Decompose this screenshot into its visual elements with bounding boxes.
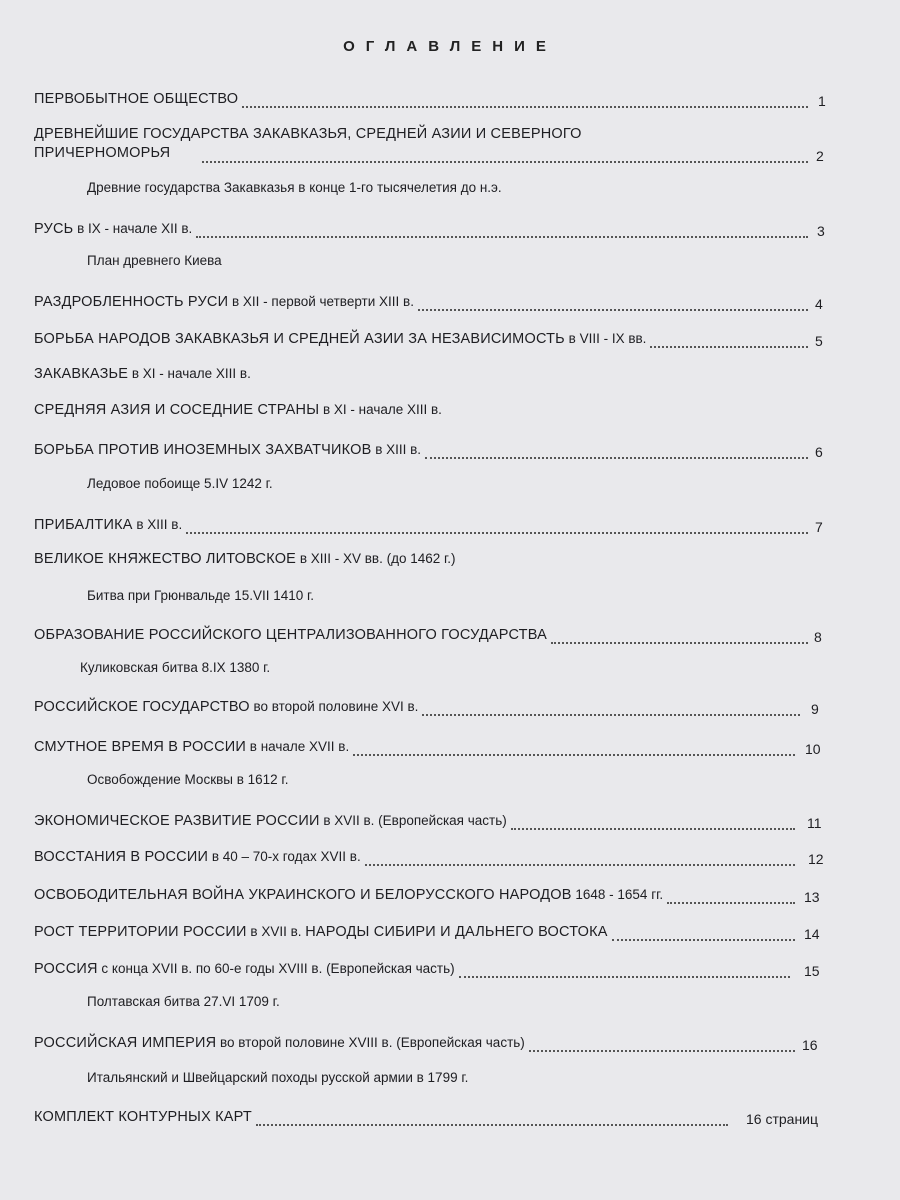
- leader-dots: [365, 862, 795, 866]
- toc-entry-title: [34, 738, 349, 755]
- leader-dots: [353, 752, 795, 756]
- page-number: 16: [802, 1037, 818, 1053]
- toc-subentry: План древнего Киева: [87, 253, 222, 268]
- toc-entry-heading: РОССИЯ: [34, 961, 98, 977]
- toc-entry-period: 1648 - 1654 гг.: [571, 887, 664, 902]
- toc-subentry: Освобождение Москвы в 1612 г.: [87, 772, 289, 787]
- toc-entry-title: [34, 1034, 525, 1051]
- toc-entry-title: [34, 848, 361, 865]
- toc-entry-title: [34, 401, 442, 418]
- toc-entry-heading-continued: НАРОДЫ СИБИРИ И ДАЛЬНЕГО ВОСТОКА: [305, 924, 608, 940]
- page-number: 15: [804, 963, 820, 979]
- page-number: 1: [818, 93, 826, 109]
- leader-dots: [612, 937, 795, 941]
- toc-subentry: Итальянский и Швейцарский походы русской армии в 1799 г.: [87, 1070, 469, 1085]
- page-number: 7: [815, 519, 823, 535]
- page-number: 16 страниц: [746, 1111, 819, 1127]
- page-number: 12: [808, 851, 824, 867]
- toc-entry-title: [34, 293, 414, 310]
- page-number: 10: [805, 741, 821, 757]
- toc-entry-heading: ОСВОБОДИТЕЛЬНАЯ ВОЙНА УКРАИНСКОГО И БЕЛОРУССКОГО НАРОДОВ: [34, 887, 572, 903]
- page-number: 11: [807, 815, 822, 831]
- toc-entry-period: в XIII в.: [132, 517, 183, 532]
- leader-dots: [418, 307, 808, 311]
- toc-entry-title: [34, 220, 192, 237]
- page-number: 6: [815, 444, 823, 460]
- toc-entry-period: в начале XVII в.: [246, 739, 350, 754]
- toc-subentry: Ледовое побоище 5.IV 1242 г.: [87, 476, 273, 491]
- toc-entry-period: во второй половине XVI в.: [249, 699, 419, 714]
- toc-entry-heading: РОССИЙСКОЕ ГОСУДАРСТВО: [34, 699, 250, 715]
- toc-entry: [34, 1108, 834, 1130]
- toc-entry-period: в XIII в.: [371, 442, 422, 457]
- toc-entry-title: [34, 886, 663, 903]
- toc-entry-heading: РАЗДРОБЛЕННОСТЬ РУСИ: [34, 294, 229, 310]
- leader-dots: [667, 900, 795, 904]
- toc-entry-title: [34, 125, 582, 142]
- toc-entry-heading: ВОССТАНИЯ В РОССИИ: [34, 849, 209, 865]
- leader-dots: [196, 234, 808, 238]
- toc-entry-title: [34, 923, 608, 940]
- toc-entry-heading: БОРЬБА ПРОТИВ ИНОЗЕМНЫХ ЗАХВАТЧИКОВ: [34, 442, 372, 458]
- toc-entry-title: [34, 441, 421, 458]
- leader-dots: [459, 974, 790, 978]
- leader-dots: [242, 104, 808, 108]
- toc-entry: [34, 1034, 834, 1056]
- leader-dots: [511, 826, 795, 830]
- toc-entry-title: [34, 698, 418, 715]
- toc-entry-title: [34, 550, 456, 567]
- page-number: 14: [804, 926, 820, 942]
- toc-entry: [34, 441, 834, 463]
- toc-entry-period: в XVII в.: [246, 924, 306, 939]
- toc-subentry: Полтавская битва 27.VI 1709 г.: [87, 994, 280, 1009]
- toc-entry: [34, 550, 834, 572]
- toc-entry-heading: СРЕДНЯЯ АЗИЯ И СОСЕДНИЕ СТРАНЫ: [34, 402, 320, 418]
- toc-entry-period: в 40 – 70-х годах XVII в.: [208, 849, 361, 864]
- toc-entry: [34, 330, 834, 352]
- leader-dots: [551, 640, 808, 644]
- leader-dots: [202, 159, 808, 163]
- page-number: 5: [815, 333, 823, 349]
- toc-entry-heading: КОМПЛЕКТ КОНТУРНЫХ КАРТ: [34, 1109, 252, 1125]
- toc-entry-title: [34, 516, 182, 533]
- toc-entry-period: в XI - начале XIII в.: [128, 366, 251, 381]
- toc-entry: [34, 293, 834, 315]
- page-number: 4: [815, 296, 823, 312]
- toc-entry: [34, 401, 834, 423]
- toc-entry-heading: РОСТ ТЕРРИТОРИИ РОССИИ: [34, 924, 247, 940]
- toc-entry: [34, 812, 834, 834]
- toc-entry-heading: ДРЕВНЕЙШИЕ ГОСУДАРСТВА ЗАКАВКАЗЬЯ, СРЕДНЕЙ АЗИИ И СЕВЕРНОГО: [34, 126, 582, 142]
- toc-subentry: Древние государства Закавказья в конце 1-го тысячелетия до н.э.: [87, 180, 502, 195]
- toc-entry-title: [34, 365, 251, 382]
- toc-entry: [34, 923, 834, 945]
- toc-entry: [34, 125, 834, 147]
- toc-entry-title: [34, 812, 507, 829]
- toc-entry-heading: РУСЬ: [34, 221, 74, 237]
- page-number: 8: [814, 629, 822, 645]
- toc-entry: [34, 516, 834, 538]
- toc-entry: [34, 220, 834, 242]
- toc-subentry: Битва при Грюнвальде 15.VII 1410 г.: [87, 588, 315, 603]
- toc-entry-title: [34, 90, 238, 107]
- toc-entry-period: в XVII в. (Европейская часть): [319, 813, 507, 828]
- page-number: 9: [811, 701, 819, 717]
- toc-entry-period: с конца XVII в. по 60-е годы XVIII в. (Европейская часть): [97, 961, 455, 976]
- toc-entry-period: во второй половине XVIII в. (Европейская часть): [216, 1035, 525, 1050]
- toc-entry: [34, 738, 834, 760]
- leader-dots: [422, 712, 800, 716]
- toc-entry-title: [34, 626, 547, 643]
- leader-dots: [650, 344, 808, 348]
- toc-entry: [34, 626, 834, 648]
- toc-entry-heading: СМУТНОЕ ВРЕМЯ В РОССИИ: [34, 739, 247, 755]
- toc-entry-title: [34, 330, 646, 347]
- page-number: 3: [817, 223, 825, 239]
- toc-entry-heading: ПЕРВОБЫТНОЕ ОБЩЕСТВО: [34, 91, 239, 107]
- toc-entry-heading: ОБРАЗОВАНИЕ РОССИЙСКОГО ЦЕНТРАЛИЗОВАННОГО ГОСУДАРСТВА: [34, 627, 547, 643]
- toc-entry: [34, 960, 834, 982]
- toc-entry-title: [34, 960, 455, 977]
- toc-entry-heading: ЭКОНОМИЧЕСКОЕ РАЗВИТИЕ РОССИИ: [34, 813, 320, 829]
- page-title: ОГЛАВЛЕНИЕ: [343, 38, 557, 55]
- toc-entry: [34, 365, 834, 387]
- toc-entry-period: в IX - начале XII в.: [73, 221, 193, 236]
- toc-entry-heading: БОРЬБА НАРОДОВ ЗАКАВКАЗЬЯ И СРЕДНЕЙ АЗИИ ЗА НЕЗАВИСИМОСТЬ: [34, 331, 565, 347]
- page-number: 2: [816, 148, 824, 164]
- toc-entry: [34, 90, 834, 112]
- toc-entry-title: [34, 1108, 252, 1125]
- toc-entry-period: в XII - первой четверти XIII в.: [228, 294, 414, 309]
- leader-dots: [425, 455, 808, 459]
- toc-subentry: Куликовская битва 8.IX 1380 г.: [80, 660, 271, 675]
- page-number: 13: [804, 889, 820, 905]
- toc-entry: [34, 848, 834, 870]
- toc-entry-heading-line2: ПРИЧЕРНОМОРЬЯ: [34, 145, 171, 161]
- toc-entry-heading: ЗАКАВКАЗЬЕ: [34, 366, 129, 382]
- toc-entry-period: в XIII - XV вв. (до 1462 г.): [296, 551, 456, 566]
- leader-dots: [256, 1122, 728, 1126]
- toc-entry-heading: РОССИЙСКАЯ ИМПЕРИЯ: [34, 1035, 217, 1051]
- toc-entry-heading: ВЕЛИКОЕ КНЯЖЕСТВО ЛИТОВСКОЕ: [34, 551, 297, 567]
- toc-entry-heading: ПРИБАЛТИКА: [34, 517, 133, 533]
- toc-entry: [34, 698, 834, 720]
- leader-dots: [186, 530, 808, 534]
- toc-entry-period: в XI - начале XIII в.: [319, 402, 442, 417]
- leader-dots: [529, 1048, 795, 1052]
- toc-entry-period: в VIII - IX вв.: [564, 331, 647, 346]
- toc-entry: [34, 886, 834, 908]
